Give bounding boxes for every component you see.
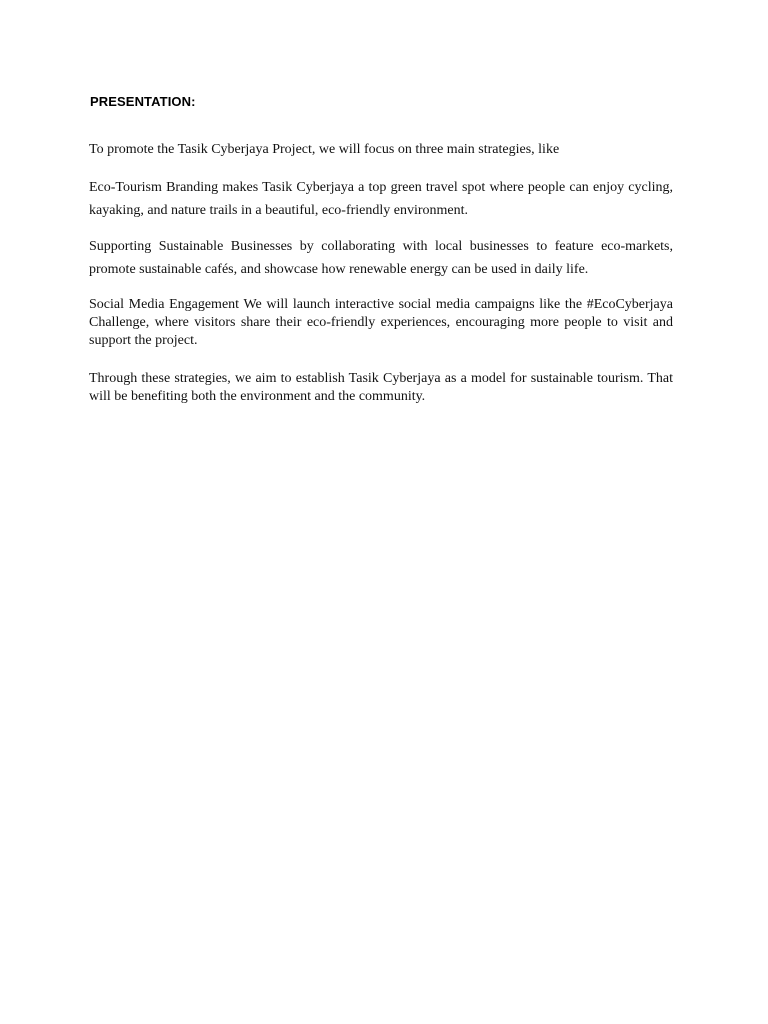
sustainable-business-paragraph: Supporting Sustainable Businesses by collaborating with local businesses to feature eco-markets, promote sustainable cafés, and showcase how renewable energy can be used in daily life. — [89, 239, 673, 277]
intro-paragraph: To promote the Tasik Cyberjaya Project, we will focus on three main strategies, like — [89, 142, 560, 157]
eco-tourism-paragraph: Eco-Tourism Branding makes Tasik Cyberjaya a top green travel spot where people can enjoy cycling, kayaking, and nature trails in a beautiful, eco-friendly environment. — [89, 180, 673, 218]
social-media-paragraph: Social Media Engagement We will launch interactive social media campaigns like the #EcoCyberjaya Challenge, where visitors share their eco-friendly experiences, encouraging more people to visit and support the project. — [89, 297, 673, 348]
page-title: PRESENTATION: — [90, 94, 196, 109]
conclusion-paragraph: Through these strategies, we aim to establish Tasik Cyberjaya as a model for sustainable tourism. That will be benefiting both the environment and the community. — [89, 371, 673, 404]
